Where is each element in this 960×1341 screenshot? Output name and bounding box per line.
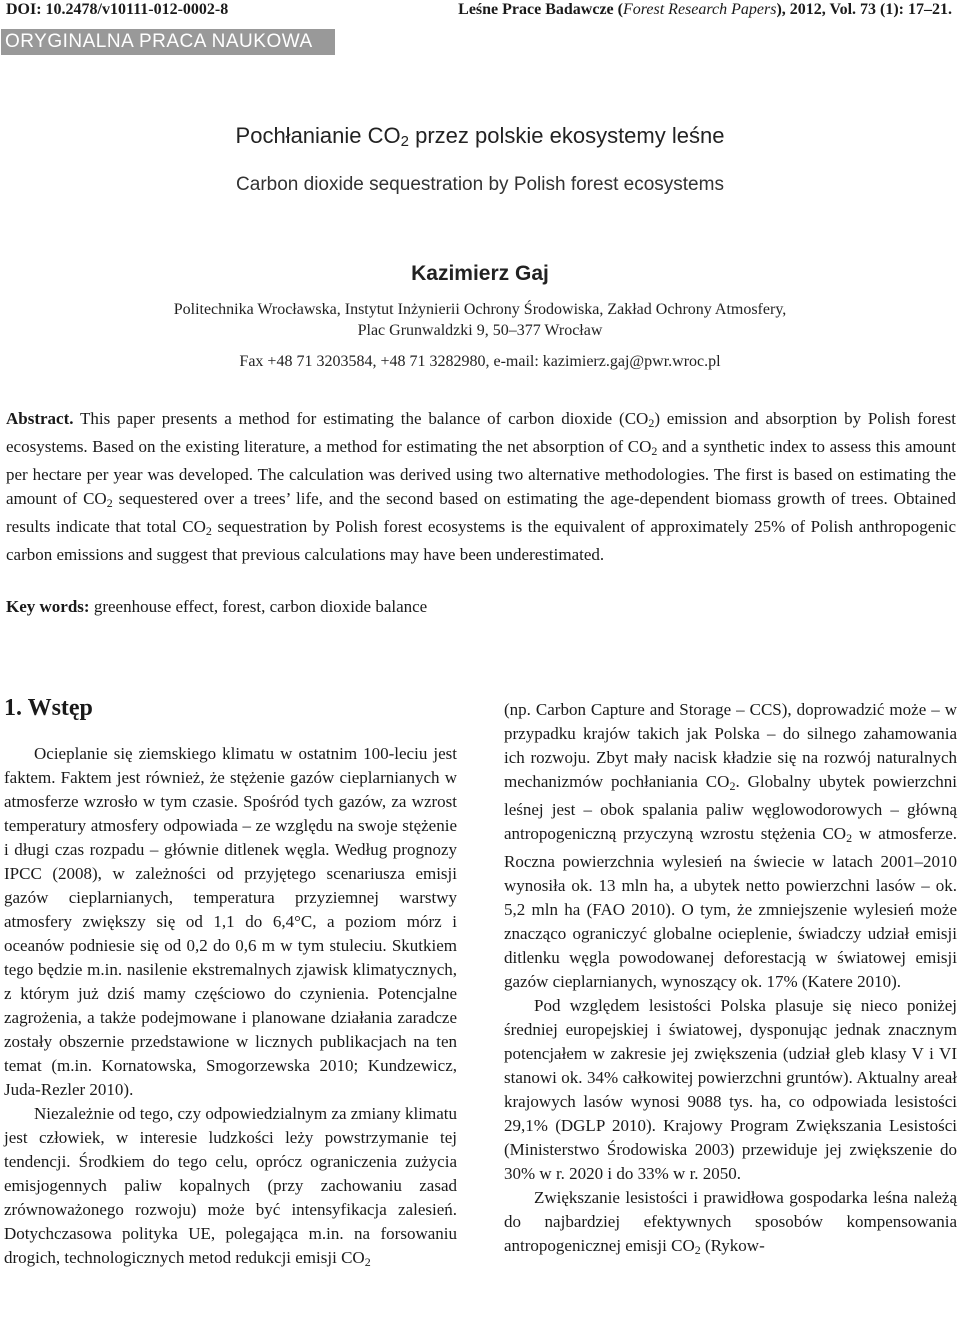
paragraph	[504, 1186, 957, 1262]
paragraph-text: w atmosferze. Roczna powierzchnia wylesień na świecie w latach 2001–2010 wynosiła ok. 13 mln ha, a ubytek netto powierzchni lasów – ok. 5,2 mln ha (FAO 2010). O tym, że zmniejszenie wylesień może znacząco ograniczyć globalne ocieplenie, świadczy udział emisji ditlenku węgla powodowanej deforestacją w światowej emisji gazów cieplarnianych, wynoszący ok. 17% (Katere 2010).	[504, 824, 958, 991]
section-heading-introduction: 1. Wstęp	[4, 695, 93, 721]
journal-citation	[458, 1, 952, 19]
paragraph-text: Niezależnie od tego, czy odpowiedzialnym za zmiany klimatu jest człowiek, w interesie ludzkości leży powstrzymanie tej tendencji. Środkiem do tego celu, oprócz ograniczenia zużycia emisjogennych paliw kopalnych (przy zachowaniu zasad zrównoważonego rozwoju) może być intensyfikacja zalesień. Dotychczasowa polityka UE, polegająca m.in. na forsowaniu drogich, technologicznych metod redukcji emisji CO	[4, 1104, 457, 1267]
abstract-label: Abstract.	[6, 409, 74, 428]
abstract-subscript: 2	[651, 444, 658, 458]
keywords	[6, 597, 427, 617]
right-column	[504, 698, 957, 1262]
subscript: 2	[729, 779, 736, 793]
author-name: Kazimierz Gaj	[411, 262, 549, 285]
subscript: 2	[694, 1243, 701, 1257]
paragraph-text: Zwiększanie lesistości i prawidłowa gospodarka leśna należą do najbardziej efektywnych sposobów kompensowania antropogenicznej emisji CO	[504, 1188, 957, 1255]
subscript: 2	[846, 831, 853, 845]
affiliation-line-1: Politechnika Wrocławska, Instytut Inżynierii Ochrony Środowiska, Zakład Ochrony Atmosfery,	[173, 301, 787, 318]
paragraph: Ocieplanie się ziemskiego klimatu w ostatnim 100-leciu jest faktem. Faktem jest również, że stężenie gazów cieplarnianych w atmosferze wzrosło w tym czasie. Spośród tych gazów, za wzrost temperatury atmosfery odpowiada – ze względu na swoje stężenie i długi czas rozpadu – głównie ditlenek węgla. Według prognozy IPCC (2008), w zależności od przyjętego scenariusza emisji gazów cieplarnianych, temperatura przyziemnej warstwy atmosfery zwiększy się od 1,1 do 6,4°C, a poziom mórz i oceanów podniesie się od 0,2 do 0,6 m w tym stuleciu. Skutkiem tego będzie m.in. nasilenie ekstremalnych zjawisk klimatycznych, z którym już dziś mamy częściowo do czynienia. Potencjalne zagrożenia, a także podejmowane i planowane działania zaradcze zostały obszernie przedstawione w licznych publikacjach na ten temat (m.in. Kornatowska, Smogorzewska 2010; Kundzewicz, Juda-Rezler 2010).	[4, 744, 457, 1099]
abstract-subscript: 2	[106, 496, 113, 510]
subscript: 2	[364, 1255, 371, 1269]
title-polish-part2: przez polskie ekosystemy leśne	[408, 123, 725, 148]
article-type-banner: ORYGINALNA PRACA NAUKOWA	[1, 29, 335, 55]
paragraph-text: (np. Carbon Capture and Storage – CCS), doprowadzić może – w przypadku krajów takich jak Polska – do silnego zahamowania ich rozwoju. Zbyt mały nacisk kładzie się na rozwój naturalnych mechanizmów pochłaniania CO	[504, 700, 957, 791]
abstract-text-1: This paper presents a method for estimating the balance of carbon dioxide (CO	[73, 409, 649, 428]
keywords-text: greenhouse effect, forest, carbon dioxide balance	[89, 597, 428, 616]
abstract-subscript: 2	[648, 416, 655, 430]
paragraph	[4, 1102, 457, 1274]
abstract-text-3: and a synthetic index to assess this amount per hectare per year was developed. The calculation was derived using two alternative methodologies. The first is based on estimating the amount of CO	[6, 437, 956, 508]
abstract	[6, 407, 956, 567]
title-polish-part1: Pochłanianie CO	[235, 123, 401, 148]
abstract-text-2: ) emission and absorption by Polish forest ecosystems. Based on the existing literature, a method for estimating the net absorption of CO	[6, 409, 956, 456]
doi: DOI: 10.2478/v10111-012-0002-8	[6, 1, 229, 18]
paragraph	[504, 698, 957, 994]
title-polish	[0, 123, 960, 150]
affiliation-line-2: Plac Grunwaldzki 9, 50–377 Wrocław	[357, 322, 603, 339]
abstract-text-5: sequestration by Polish forest ecosystems is the equivalent of approximately 25% of Polish anthropogenic carbon emissions and suggest that previous calculations may have been underestimated.	[6, 517, 957, 564]
journal-name-pre: Leśne Prace Badawcze (	[458, 1, 623, 18]
title-subscript: 2	[400, 133, 409, 150]
author-contact: Fax +48 71 3203584, +48 71 3282980, e-mail: kazimierz.gaj@pwr.wroc.pl	[239, 353, 721, 370]
title-english: Carbon dioxide sequestration by Polish forest ecosystems	[236, 174, 724, 195]
abstract-subscript: 2	[205, 524, 212, 538]
journal-volume: ), 2012, Vol. 73 (1): 17–21.	[776, 1, 952, 18]
paragraph: Pod względem lesistości Polska plasuje się nieco poniżej średniej europejskiej i światowej, dysponując jednak znacznym potencjałem w zakresie jej zwiększenia (udział gleb klasy V i VI stanowi ok. 34% całkowitej powierzchni gruntów). Aktualny areał krajowych lasów wynosi 9088 tys. ha, co odpowiada lesistości 29,1% (DGLP 2010). Krajowy Program Zwiększania Lesistości (Ministerstwo Środowiska 2003) przewiduje jej zwiększenie do 30% w r. 2020 i do 33% w r. 2050.	[504, 996, 957, 1183]
abstract-text-4: sequestered over a trees’ life, and the second based on estimating the age-dependent biomass growth of trees. Obtained results indicate that total CO	[6, 489, 956, 536]
keywords-label: Key words:	[6, 597, 90, 616]
paragraph-text: (Rykow-	[700, 1236, 765, 1255]
paragraph-text: . Globalny ubytek powierzchni leśnej jest – obok spalania paliw węglowodorowych – główną antropogeniczną przyczyną wzrostu stężenia CO	[504, 772, 957, 843]
journal-name-english: Forest Research Papers	[622, 1, 777, 18]
left-column	[4, 742, 457, 1274]
